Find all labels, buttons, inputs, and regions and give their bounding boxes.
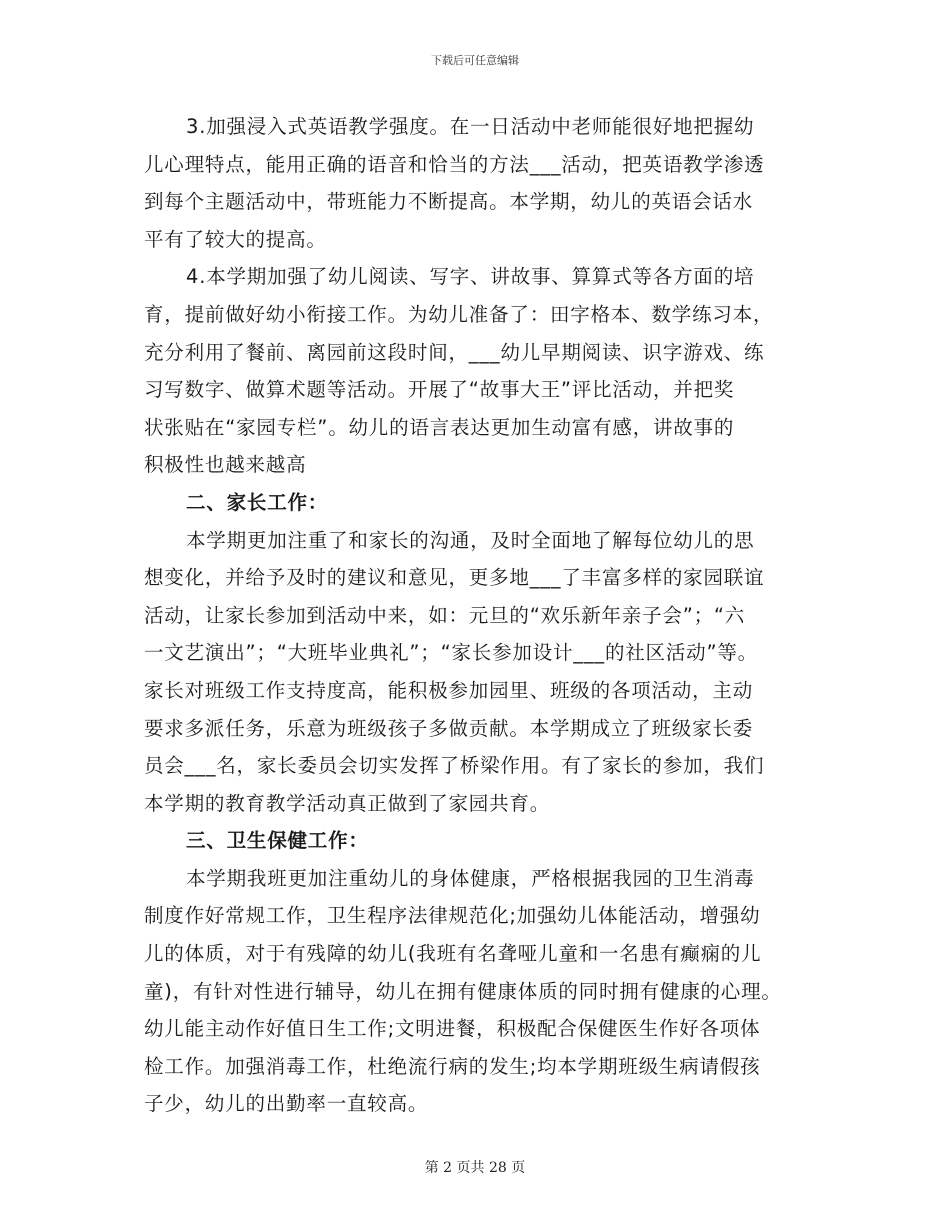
section-heading: 二、家长工作： [186, 490, 329, 514]
text-line: 4.本学期加强了幼儿阅读、写字、讲故事、算算式等各方面的培 [186, 265, 755, 289]
text-line: 状张贴在“家园专栏”。幼儿的语言表达更加生动富有感，讲故事的 [144, 415, 735, 439]
document-body [144, 108, 824, 1123]
text-line: 育，提前做好幼小衔接工作。为幼儿准备了：田字格本、数学练习本， [144, 302, 774, 326]
text-line: 要求多派任务，乐意为班级孩子多做贡献。本学期成立了班级家长委 [144, 716, 754, 740]
page-footer: 第 2 页共 28 页 [424, 1160, 526, 1176]
text-line: 儿的体质，对于有残障的幼儿(我班有名聋哑儿童和一名患有癫痫的儿 [144, 942, 762, 966]
text-line: 平有了较大的提高。 [144, 227, 327, 251]
text-line: 幼儿能主动作好值日生工作;文明进餐，积极配合保健医生作好各项体 [144, 1017, 761, 1041]
text-line: 制度作好常规工作，卫生程序法律规范化;加强幼儿体能活动，增强幼 [144, 904, 761, 928]
page-header: 下载后可任意编辑 [431, 54, 519, 67]
text-line: 积极性也越来越高 [144, 453, 307, 477]
text-line: 充分利用了餐前、离园前这段时间，___幼儿早期阅读、识字游戏、练 [144, 340, 765, 364]
text-line: 家长对班级工作支持度高，能积极参加园里、班级的各项活动，主动 [144, 678, 754, 702]
text-line: 儿心理特点，能用正确的语音和恰当的方法___活动，把英语教学渗透 [144, 152, 765, 176]
text-line: 员会___名，家长委员会切实发挥了桥梁作用。有了家长的参加，我们 [144, 754, 765, 778]
text-line: 活动，让家长参加到活动中来，如：元旦的“欢乐新年亲子会”；“六 [144, 603, 746, 627]
text-line: 子少，幼儿的出勤率一直较高。 [144, 1092, 429, 1116]
text-line: 到每个主题活动中，带班能力不断提高。本学期，幼儿的英语会话水 [144, 190, 754, 214]
text-line: 一文艺演出”；“大班毕业典礼”；“家长参加设计___的社区活动”等。 [144, 641, 758, 665]
text-line: 本学期更加注重了和家长的沟通，及时全面地了解每位幼儿的思 [186, 528, 755, 552]
section-heading: 三、卫生保健工作： [186, 829, 369, 853]
text-line: 本学期的教育教学活动真正做到了家园共育。 [144, 791, 551, 815]
text-line: 童)，有针对性进行辅导，幼儿在拥有健康体质的同时拥有健康的心理。 [144, 979, 782, 1003]
text-line: 3.加强浸入式英语教学强度。在一日活动中老师能很好地把握幼 [186, 115, 755, 138]
text-line: 想变化，并给予及时的建议和意见，更多地___了丰富多样的家园联谊 [144, 566, 765, 590]
text-line: 检工作。加强消毒工作，杜绝流行病的发生;均本学期班级生病请假孩 [144, 1054, 761, 1078]
text-line: 习写数字、做算术题等活动。开展了“故事大王”评比活动，并把奖 [144, 378, 735, 402]
text-line: 本学期我班更加注重幼儿的身体健康，严格根据我园的卫生消毒 [186, 866, 755, 890]
